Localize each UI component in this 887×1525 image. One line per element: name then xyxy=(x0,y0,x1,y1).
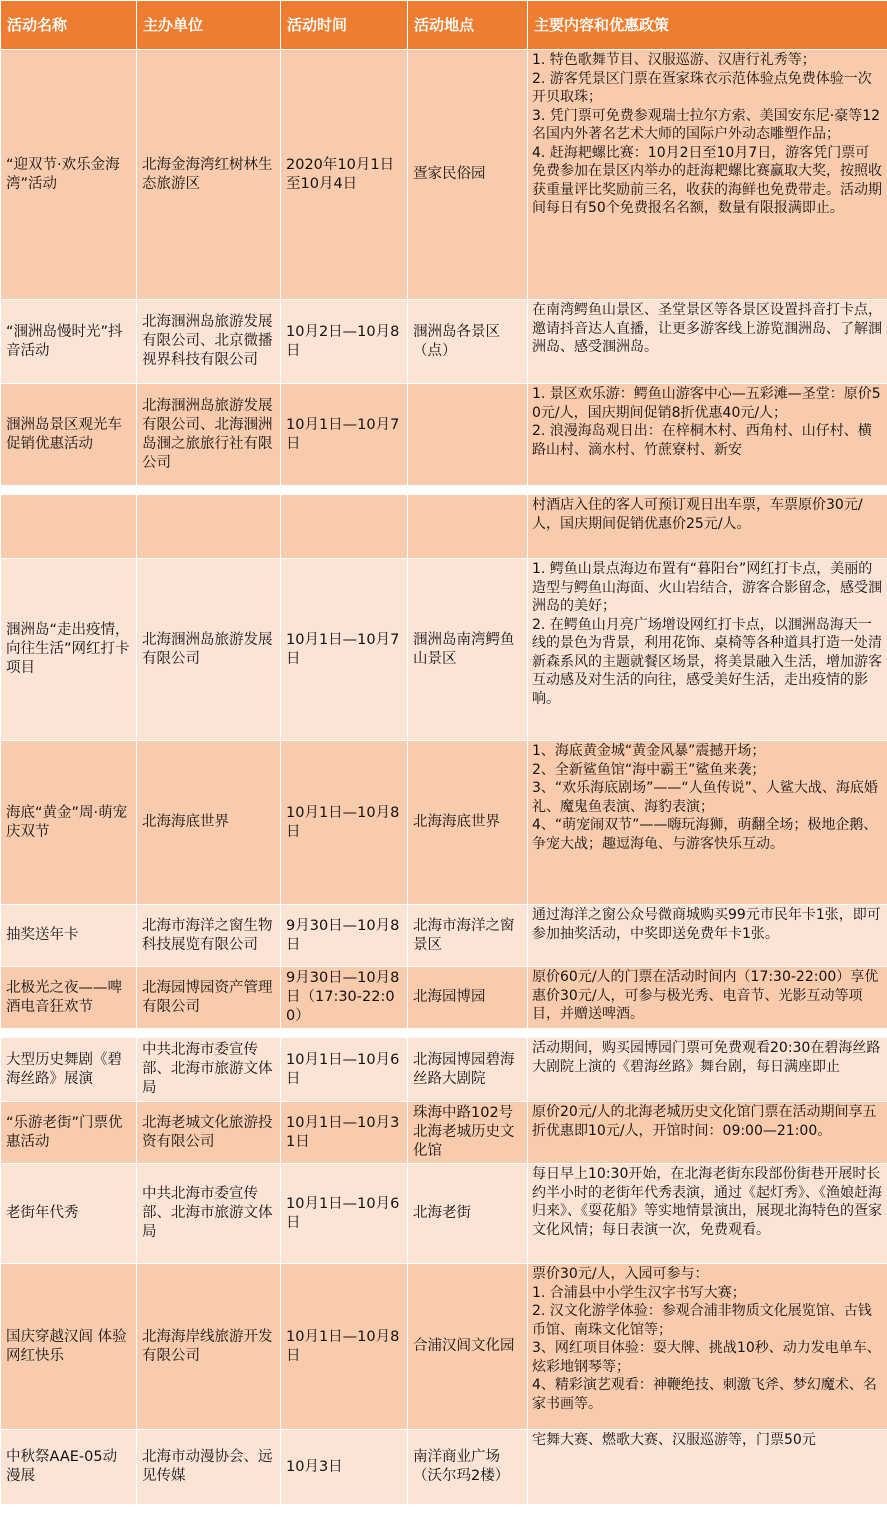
content-cell xyxy=(528,1038,887,1102)
activity-name-cell: 国庆穿越汉闾 体验网红快乐 xyxy=(1,1264,137,1430)
organizer-cell: 北海海底世界 xyxy=(137,741,281,905)
organizer-cell: 北海海岸线旅游开发有限公司 xyxy=(137,1264,281,1430)
content-line: 1. 特色歌舞节目、汉服巡游、汉唐行礼秀等； xyxy=(532,52,816,68)
location-cell xyxy=(408,384,528,486)
content-line: 原价60元/人的门票在活动时间内（17:30-22:00）享优惠价30元/人，可参与极光秀、电音节、光影互动等项目，并赠送啤酒。 xyxy=(532,969,879,1022)
activity-name-cell: “乐游老街”门票优惠活动 xyxy=(1,1102,137,1164)
organizer-cell: 北海涠洲岛旅游发展有限公司 xyxy=(137,559,281,741)
table-row xyxy=(1,967,887,1029)
content-line: 3、“欢乐海底剧场”——“人鱼传说”、人鲨大战、海底婚礼、魔鬼鱼表演、海豹表演； xyxy=(532,780,878,815)
content-line: 2. 汉文化游学体验：参观合浦非物质文化展览馆、古钱币馆、南珠文化馆等； xyxy=(532,1303,872,1338)
content-line: 通过海洋之窗公众号微商城购买99元市民年卡1张，即可参加抽奖活动，中奖即送免费年卡1张。 xyxy=(532,907,881,942)
content-line: 宅舞大赛、燃歌大赛、汉服巡游等，门票50元 xyxy=(532,1432,816,1448)
location-cell: 涠洲岛各景区（点） xyxy=(408,300,528,384)
time-cell: 10月1日—10月6日 xyxy=(281,1038,408,1102)
location-cell: 北海园博园 xyxy=(408,967,528,1029)
activity-name-cell xyxy=(1,495,137,559)
gap-cell xyxy=(1,486,887,495)
content-line: 1. 鳄鱼山景点海边布置有“暮阳台”网红打卡点，美丽的造型与鳄鱼山海面、火山岩结合，游客合影留念，感受涠洲岛的美好； xyxy=(532,561,882,614)
content-cell xyxy=(528,1430,887,1505)
organizer-cell: 北海市动漫协会、远见传媒 xyxy=(137,1430,281,1505)
header-organizer: 主办单位 xyxy=(137,1,281,50)
header-activity-name: 活动名称 xyxy=(1,1,137,50)
organizer-cell: 中共北海市委宣传部、北海市旅游文体局 xyxy=(137,1164,281,1264)
content-line: 村酒店入住的客人可预订观日出车票，车票原价30元/人，国庆期间促销优惠价25元/人。 xyxy=(532,497,863,532)
content-cell xyxy=(528,300,887,384)
content-cell xyxy=(528,495,887,559)
content-line: 1. 合浦县中小学生汉字书写大赛； xyxy=(532,1284,746,1301)
activity-name-cell: 涠洲岛“走出疫情，向往生活”网红打卡项目 xyxy=(1,559,137,741)
location-cell: 北海市海洋之窗景区 xyxy=(408,905,528,967)
activity-name-cell: “涠洲岛慢时光”抖音活动 xyxy=(1,300,137,384)
content-line: 每日早上10:30开始，在北海老街东段部份街巷开展时长约半小时的老街年代秀表演，通过《起灯秀》、《渔娘赶海归来》、《耍花船》等实地情景演出，展现北海特色的疍家文化风情；每日表演一次，免费观看。 xyxy=(532,1166,882,1238)
time-cell: 10月1日—10月8日 xyxy=(281,1264,408,1430)
time-cell: 10月1日—10月6日 xyxy=(281,1164,408,1264)
location-cell: 珠海中路102号北海老城历史文化馆 xyxy=(408,1102,528,1164)
location-cell: 合浦汉闾文化园 xyxy=(408,1264,528,1430)
content-cell xyxy=(528,1164,887,1264)
content-line: 3. 凭门票可免费参观瑞士拉尔方索、美国安东尼·豪等12名国内外著名艺术大师的国际户外动态雕塑作品； xyxy=(532,107,881,142)
organizer-cell: 北海金海湾红树林生态旅游区 xyxy=(137,50,281,300)
header-content: 主要内容和优惠政策 xyxy=(528,1,887,50)
time-cell: 9月30日—10月8日 xyxy=(281,905,408,967)
header-location: 活动地点 xyxy=(408,1,528,50)
table-body xyxy=(1,50,887,1505)
content-line: 活动期间，购买园博园门票可免费观看20:30在碧海丝路大剧院上演的《碧海丝路》舞台剧，每日满座即止 xyxy=(532,1040,881,1075)
content-line: 原价20元/人的北海老城历史文化馆门票在活动期间享五折优惠即10元/人，开馆时间：09:00—21:00。 xyxy=(532,1104,877,1139)
content-line: 3、网红项目体验：耍大牌、挑战10秒、动力发电单车、炫彩地钢琴等； xyxy=(532,1340,881,1375)
location-cell: 北海园博园碧海丝路大剧院 xyxy=(408,1038,528,1102)
activity-name-cell: 抽奖送年卡 xyxy=(1,905,137,967)
table-row xyxy=(1,1038,887,1102)
organizer-cell: 北海园博园资产管理有限公司 xyxy=(137,967,281,1029)
content-line: 1. 景区欢乐游：鳄鱼山游客中心—五彩滩—圣堂：原价50元/人，国庆期间促销8折优惠40元/人； xyxy=(532,386,881,421)
time-cell xyxy=(281,495,408,559)
table-row xyxy=(1,495,887,559)
page-break-gap xyxy=(1,1029,887,1038)
organizer-cell: 北海涠洲岛旅游发展有限公司、北京微播视界科技有限公司 xyxy=(137,300,281,384)
location-cell: 疍家民俗园 xyxy=(408,50,528,300)
content-line: 票价30元/人，入园可参与： xyxy=(532,1266,709,1282)
time-cell: 9月30日—10月8日（17:30-22:00） xyxy=(281,967,408,1029)
organizer-cell xyxy=(137,495,281,559)
content-line: 4. 赶海耙螺比赛：10月2日至10月7日，游客凭门票可免费参加在景区内举办的赶海耙螺比赛赢取大奖，按照收获重量评比奖励前三名，收获的海鲜也免费带走。活动期间每日有50个免费报名名额，数量有限报满即止。 xyxy=(532,144,882,216)
activity-name-cell: 涠洲岛景区观光车促销优惠活动 xyxy=(1,384,137,486)
activity-name-cell: 大型历史舞剧《碧海丝路》展演 xyxy=(1,1038,137,1102)
table-row xyxy=(1,741,887,905)
header-row xyxy=(1,1,887,50)
organizer-cell: 北海老城文化旅游投资有限公司 xyxy=(137,1102,281,1164)
table-row xyxy=(1,300,887,384)
content-line: 2. 浪漫海岛观日出：在梓桐木村、西角村、山仔村、横路山村、滴水村、竹蔗寮村、新安 xyxy=(532,423,872,458)
content-cell xyxy=(528,741,887,905)
activity-name-cell: 海底“黄金”周·萌宠庆双节 xyxy=(1,741,137,905)
content-cell xyxy=(528,559,887,741)
activity-name-cell: 老街年代秀 xyxy=(1,1164,137,1264)
content-cell xyxy=(528,50,887,300)
header-time: 活动时间 xyxy=(281,1,408,50)
organizer-cell: 北海市海洋之窗生物科技展览有限公司 xyxy=(137,905,281,967)
organizer-cell: 北海涠洲岛旅游发展有限公司、北海涠洲岛涠之旅旅行社有限公司 xyxy=(137,384,281,486)
table-row xyxy=(1,1264,887,1430)
table-row xyxy=(1,1102,887,1164)
page-break-gap xyxy=(1,486,887,495)
content-line: 4、精彩演艺观看：神鞭绝技、刺激飞斧、梦幻魔术、名家书画等。 xyxy=(532,1377,877,1412)
time-cell: 10月3日 xyxy=(281,1430,408,1505)
content-cell xyxy=(528,1102,887,1164)
time-cell: 10月1日—10月31日 xyxy=(281,1102,408,1164)
time-cell: 10月1日—10月7日 xyxy=(281,384,408,486)
time-cell: 10月1日—10月7日 xyxy=(281,559,408,741)
content-cell xyxy=(528,967,887,1029)
location-cell xyxy=(408,495,528,559)
content-cell xyxy=(528,1264,887,1430)
time-cell: 2020年10月1日至10月4日 xyxy=(281,50,408,300)
activity-name-cell: “迎双节·欢乐金海湾”活动 xyxy=(1,50,137,300)
time-cell: 10月2日—10月8日 xyxy=(281,300,408,384)
time-cell: 10月1日—10月8日 xyxy=(281,741,408,905)
location-cell: 北海老街 xyxy=(408,1164,528,1264)
table-row xyxy=(1,559,887,741)
table-row xyxy=(1,1430,887,1505)
content-cell xyxy=(528,384,887,486)
content-line: 2. 在鳄鱼山月亮广场增设网红打卡点，以涠洲岛海天一线的景色为背景，利用花饰、桌椅等各种道具打造一处清新森系风的主题就餐区场景，将美景融入生活，增加游客互动感及对生活的向往，感受美好生活，走出疫情的影响。 xyxy=(532,616,882,707)
location-cell: 北海海底世界 xyxy=(408,741,528,905)
activity-name-cell: 北极光之夜——啤酒电音狂欢节 xyxy=(1,967,137,1029)
activity-name-cell: 中秋祭AAE-05动漫展 xyxy=(1,1430,137,1505)
content-line: 1、海底黄金城“黄金风暴”震撼开场； xyxy=(532,743,766,759)
location-cell: 南洋商业广场（沃尔玛2楼） xyxy=(408,1430,528,1505)
content-line: 在南湾鳄鱼山景区、圣堂景区等各景区设置抖音打卡点，邀请抖音达人直播，让更多游客线上游览涠洲岛、了解涠洲岛、感受涠洲岛。 xyxy=(532,302,882,355)
content-line: 2、全新鲨鱼馆“海中霸王”鲨鱼来袭； xyxy=(532,761,766,778)
table-row xyxy=(1,50,887,300)
organizer-cell: 中共北海市委宣传部、北海市旅游文体局 xyxy=(137,1038,281,1102)
content-line: 2. 游客凭景区门票在疍家珠衣示范体验点免费体验一次开贝取珠； xyxy=(532,70,872,105)
content-cell xyxy=(528,905,887,967)
content-line: 4、“萌宠闹双节”——嗨玩海狮，萌翻全场；极地企鹅、争宠大战；趣逗海龟、与游客快乐互动。 xyxy=(532,817,878,852)
table-row xyxy=(1,384,887,486)
location-cell: 涠洲岛南湾鳄鱼山景区 xyxy=(408,559,528,741)
table-row xyxy=(1,905,887,967)
gap-cell xyxy=(1,1029,887,1038)
table-row xyxy=(1,1164,887,1264)
